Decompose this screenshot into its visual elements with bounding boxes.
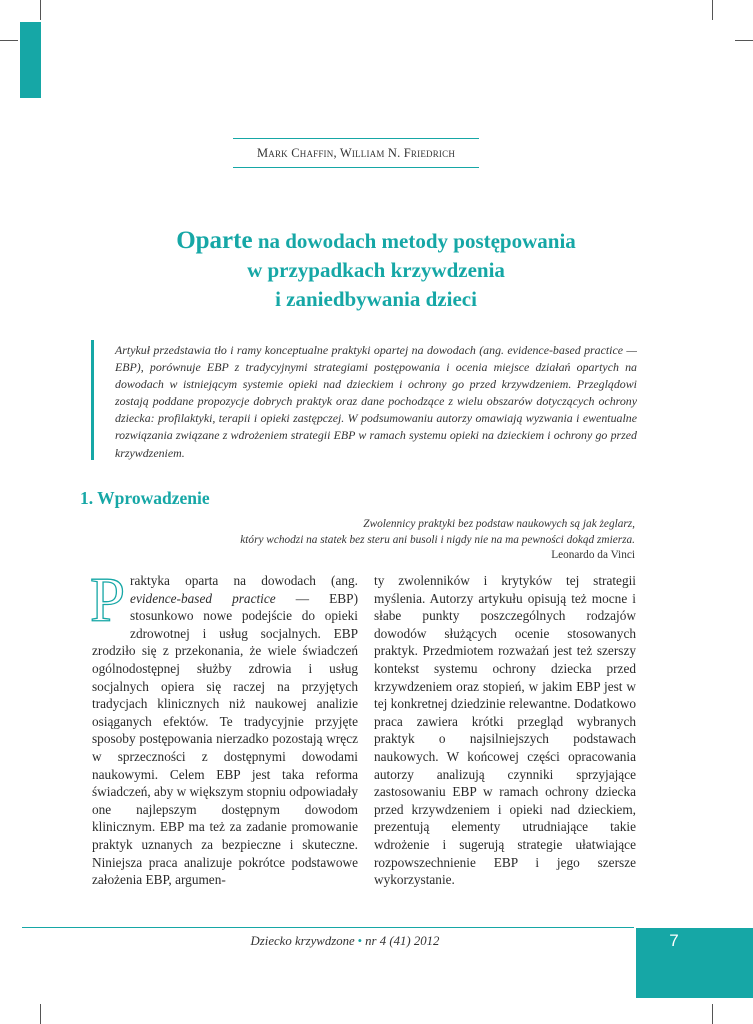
journal-issue: nr 4 (41) 2012 [365, 934, 440, 948]
authors-top-rule [233, 138, 479, 139]
crop-mark-top-right [712, 0, 713, 20]
crop-mark-bottom-right [712, 1004, 713, 1024]
body-column-right [374, 572, 636, 889]
article-title [80, 226, 672, 314]
footer-rule [22, 927, 634, 928]
page-edge-tab [20, 22, 41, 98]
body-paragraph-right: ty zwolenników i krytyków tej strategii myślenia. Autorzy artykułu opisują też mocne i słabe punkty poszczególnych rodzajów dowodów służących ocenie stosowanych praktyk. Przedmiotem rozważań jest też szerszy kontekst systemu ochrony dziecka przed krzywdzeniem oraz stopień, w jakim EBP jest w tej konkretnej dziedzinie relewantne. Dodatkowo praca zawiera krótki przegląd wybranych praktyk o najsilniejszych podstawach naukowych. W końcowej części opracowania autorzy analizują czynniki sprzyjające zastosowaniu EBP w ramach ochrony dziecka przed krzywdzeniem i opieki nad dzieckiem, prezentują elementy utrudniające takie wdrożenie i sugerują strategie ułatwiające rozpowszechnienie EBP i jego szersze wykorzystanie. [374, 573, 636, 888]
title-line-1 [80, 226, 672, 256]
crop-mark-top-left [40, 0, 41, 20]
authors-bottom-rule [233, 167, 479, 168]
crop-mark-bottom-left [40, 1004, 41, 1024]
epigraph-source: Leonardo da Vinci [551, 549, 635, 561]
page-number: 7 [669, 931, 679, 950]
crop-mark-left-top [0, 40, 18, 41]
epigraph [180, 517, 635, 564]
page-number-box [636, 928, 753, 998]
crop-mark-right-top [735, 40, 753, 41]
abstract: Artykuł przedstawia tło i ramy konceptualne praktyki opartej na dowodach (ang. evidence-based practice — EBP), porównuje EBP z tradycyjnymi strategiami postępowania i ocenia miejsce działań opartych na dowodach w istniejącym systemie opieki nad dzieckiem i ochrony go przed krzywdzeniem. Przeglądowi zostają poddane propozycje dobrych praktyk oraz dane pochodzące z wielu obszarów dotyczących ochrony dziecka: profilaktyki, terapii i opieki zastępczej. W podsumowaniu autorzy omawiają wyzwania i ewentualne rozwiązania związane z wdrożeniem strategii EBP w ramach systemu opieki na dzieckiem i ochrony go przed krzywdzeniem. [115, 343, 637, 460]
title-rest: na dowodach metody postępowania [257, 229, 576, 253]
footer-journal [210, 934, 480, 949]
epigraph-line-2: który wchodzi na statek bez steru ani busoli i nigdy nie na ma pewności dokąd zmierza. [240, 533, 635, 546]
body-left-italic: evidence-based practice [130, 590, 276, 606]
abstract-accent-bar [91, 340, 94, 460]
authors: Mark Chaffin, William N. Friedrich [256, 146, 456, 160]
body-left-part-1: raktyka oparta na dowodach (ang. [130, 573, 358, 588]
body-paragraph-left [90, 565, 358, 889]
title-line-3: i zaniedbywania dzieci [275, 287, 477, 311]
section-heading: 1. Wprowadzenie [80, 488, 210, 508]
body-column-left [90, 565, 358, 889]
epigraph-line-1: Zwolennicy praktyki bez podstaw naukowych są jak żeglarz, [363, 518, 635, 530]
journal-name: Dziecko krzywdzone [250, 934, 355, 948]
drop-cap: P [90, 565, 126, 635]
title-line-2: w przypadkach krzywdzenia [247, 258, 505, 282]
body-left-part-2: — EBP) stosunkowo nowe podejście do opieki zdrowotnej i usług socjalnych. EBP zrodziło się z przekonania, że wiele świadczeń ogólnodostępnej służby zdrowia i usług socjalnych opiera się raczej na przyjętych tradycjach klinicznych niż naukowej analizie osiąganych efektów. Te tradycyjnie przyjęte sposoby postępowania nierzadko pozostają wręcz w sprzeczności z dostępnymi dowodami naukowymi. Celem EBP jest taka reforma świadczeń, aby w większym stopniu odpowiadały one najlepszym dostępnym dowodom klinicznym. EBP ma też za zadanie promowanie praktyk uznanych za bezpieczne i skuteczne. Niniejsza praca analizuje pokrótce podstawowe założenia EBP, argumen- [92, 590, 358, 888]
title-first-word: Oparte [176, 227, 253, 254]
footer-separator: • [357, 934, 363, 948]
